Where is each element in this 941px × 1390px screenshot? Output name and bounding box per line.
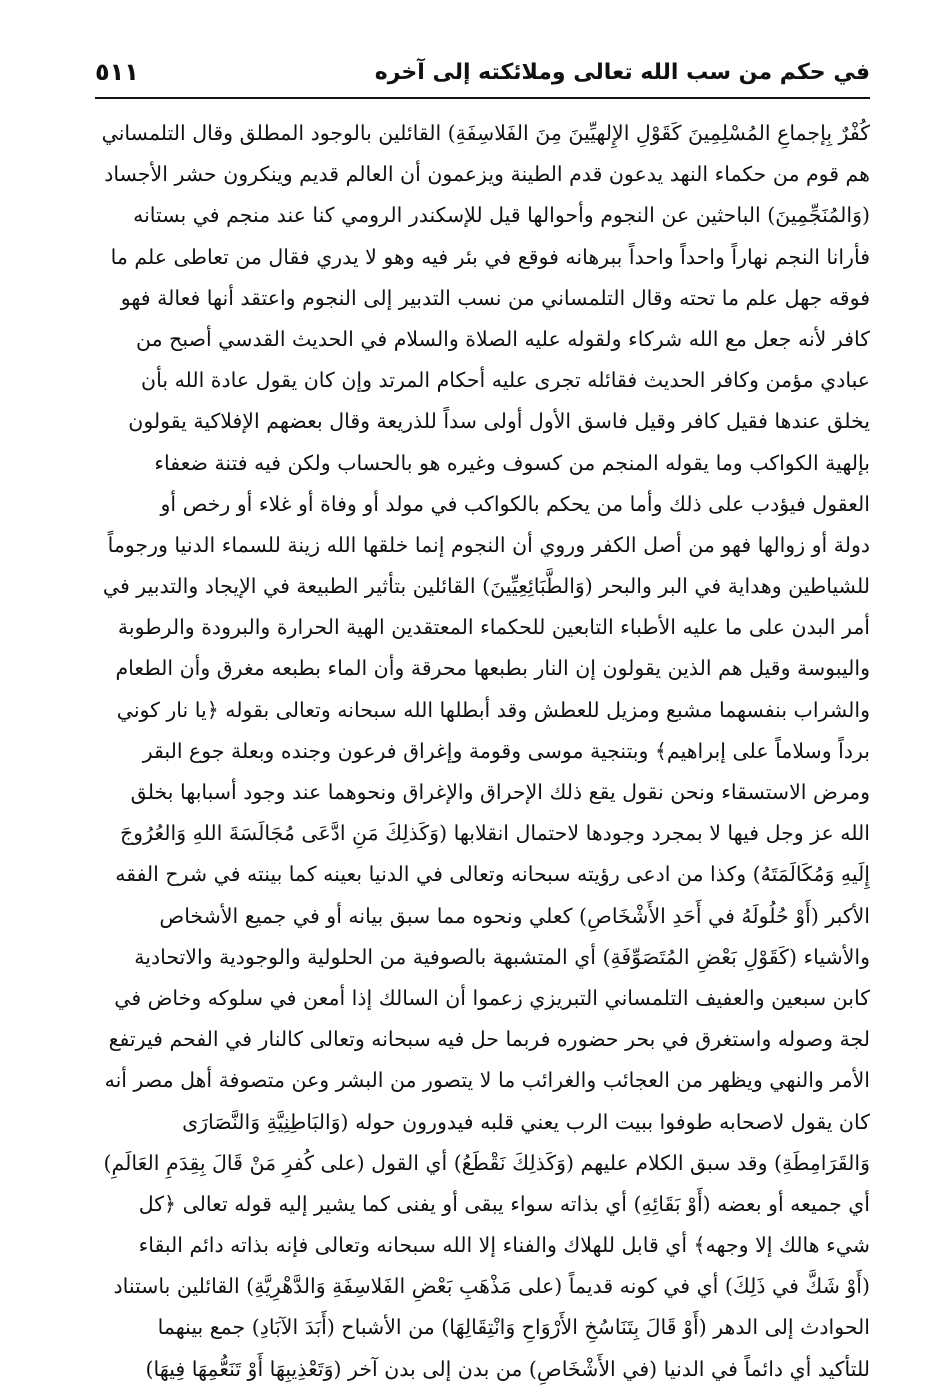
text-line: كُفْرٌ بِإجماعِ المُسْلِمِينَ كَقَوْلِ الإِلهيِّينَ مِنَ الفَلاسِفَةِ) القائلين بالوجود المطلق وقال التلمساني bbox=[101, 121, 870, 145]
text-line: كابن سبعين والعفيف التلمساني التبريزي زعموا أن السالك إذا أمعن في سلوكه وخاض في bbox=[114, 985, 870, 1010]
page-number: ٥١١ bbox=[95, 58, 139, 86]
text-line: عبادي مؤمن وكافر الحديث فقائله تجرى عليه أحكام المرتد وإن كان يقول عادة الله بأن bbox=[141, 368, 870, 393]
text-line: وَالقَرَامِطَةِ) وقد سبق الكلام عليهم (وَكَذلِكَ نَقْطَعُ) أي القول (على كُفرِ مَنْ قَالَ بِقِدَمِ العَالَمِ) bbox=[103, 1150, 870, 1175]
body-text bbox=[95, 113, 870, 1390]
header-divider bbox=[95, 97, 870, 99]
text-line: دولة أو زوالها فهو من أصل الكفر وروي أن النجوم إنما خلقها الله زينة للسماء الدنيا ورجوماً bbox=[107, 532, 870, 557]
running-title: في حكم من سب الله تعالى وملائكته إلى آخره bbox=[374, 59, 870, 85]
text-line: ومرض الاستسقاء ونحن نقول يقع ذلك الإحراق والإغراق ونحوهما عند وجود أسبابها بخلق bbox=[130, 780, 870, 804]
text-line: للشياطين وهداية في البر والبحر (وَالطَّبَائِعِيِّينَ) القائلين بتأثير الطبيعة في الإيجاد والتدبير في bbox=[102, 574, 870, 599]
text-line: إِلَيهِ وَمُكَالَمَتَهُ) وكذا من ادعى رؤيته سبحانه وتعالى في الدنيا بعينه كما بينته في شرح الفقه bbox=[115, 862, 870, 887]
text-line: (أَوْ شَكَّ في ذَلِكَ) أي في كونه قديماً (على مَذْهَبِ بَعْضِ الفَلاسِفَةِ وَالدَّهْرِيَّةِ) القائلين باستناد bbox=[113, 1274, 870, 1299]
page-header bbox=[95, 50, 870, 94]
text-line: هم قوم من حكماء النهد يدعون قدم الطينة ويزعمون أن العالم قديم وينكرون حشر الأجساد bbox=[104, 162, 870, 187]
text-line: لجة وصوله واستغرق في بحر حضوره فربما حل فيه سبحانه وتعالى كالنار في الفحم فيرتفع bbox=[108, 1027, 870, 1052]
text-line: الأمر والنهي ويظهر من العجائب والغرائب ما لا يتصور من البشر وعن متصوفة أهل مصر أنه bbox=[104, 1068, 870, 1093]
text-line: العقول فيؤدب على ذلك وأما من يحكم بالكواكب في مولد أو وفاة أو غلاء أو رخص أو bbox=[160, 491, 870, 516]
text-line: واليبوسة وقيل هم الذين يقولون إن النار بطبعها محرقة وأن الماء بطبعه مغرق وأن الطعام bbox=[115, 656, 870, 681]
text-line: للتأكيد أي دائماً في الدنيا (في الأَشْخَاصِ) من بدن إلى بدن آخر (وَتَعْذِيبِهَا أَوْ تَنَعُّمِهَا فِيهَا) bbox=[145, 1356, 870, 1381]
text-line: الأكبر (أَوْ حُلُولَهُ في أَحَدِ الأَشْخَاصِ) كعلي ونحوه مما سبق بيانه أو في جميع الأشخاص bbox=[159, 903, 870, 928]
text-line: الحوادث إلى الدهر (أَوْ قَالَ بِتَنَاسُخِ الأَرْوَاحِ وَانْتِقَالِهَا) من الأشباح (أَبَدَ الآبَادِ) جمع بينهما bbox=[157, 1315, 870, 1340]
text-line: فأرانا النجم نهاراً واحداً واحداً ببرهانه فوقع في بئر فيه وهو لا يدري فقال من تعاطى علم ما bbox=[110, 244, 870, 269]
text-line: شيء هالك إلا وجهه﴾ أي قابل للهلاك والفناء إلا الله سبحانه وتعالى فإنه بذاته دائم البقاء bbox=[138, 1233, 870, 1258]
text-line: أمر البدن على ما عليه الأطباء التابعين للحكماء المعتقدين الهية الحرارة والبرودة والرطوبة bbox=[117, 615, 870, 640]
text-line: والأشياء (كَقَوْلِ بَعْضِ المُتَصَوِّفَةِ) أي المتشبهة بالصوفية من الحلولية والوجودية والاتحادية bbox=[134, 944, 870, 969]
text-line: كان يقول لاصحابه طوفوا ببيت الرب يعني قلبه فيدورون حوله (وَالبَاطِنِيَّةِ وَالنَّصَارَى bbox=[182, 1109, 870, 1134]
text-line: (وَالمُنَجِّمِينَ) الباحثين عن النجوم وأحوالها قيل للإسكندر الرومي كنا عند منجم في بستانه bbox=[133, 203, 870, 228]
text-line: فوقه جهل علم ما تحته وقال التلمساني من نسب التدبير إلى النجوم واعتقد أنها فعالة فهو bbox=[120, 285, 870, 310]
text-line: بإلهية الكواكب وما يقوله المنجم من كسوف وغيره هو بالحساب ولكن فيه فتنة ضعفاء bbox=[154, 450, 870, 475]
text-line: يخلق عندها فقيل كافر وقيل فاسق الأول أولى سداً للذريعة وقال بعضهم الإفلاكية يقولون bbox=[128, 409, 870, 434]
text-line: والشراب بنفسهما مشبع ومزيل للعطش وقد أبطلها الله سبحانه وتعالى بقوله ﴿يا نار كوني bbox=[116, 697, 870, 722]
text-line: أي جميعه أو بعضه (أَوْ بَقَائِهِ) أي بذاته سواء يبقى أو يفنى كما يشير إليه قوله تعالى ﴿كل bbox=[138, 1191, 870, 1216]
text-line: برداً وسلاماً على إبراهيم﴾ وبتنجية موسى وقومة وإغراق فرعون وجنده وبعلة جوع البقر bbox=[142, 738, 870, 763]
text-line: الله عز وجل فيها لا بمجرد وجودها لاحتمال انقلابها (وَكَذلِكَ مَنِ ادَّعَى مُجَالَسَةَ اللهِ وَالعُرُوجَ bbox=[119, 821, 870, 846]
text-line: كافر لأنه جعل مع الله شركاء ولقوله عليه الصلاة والسلام في الحديث القدسي أصبح من bbox=[136, 326, 870, 351]
